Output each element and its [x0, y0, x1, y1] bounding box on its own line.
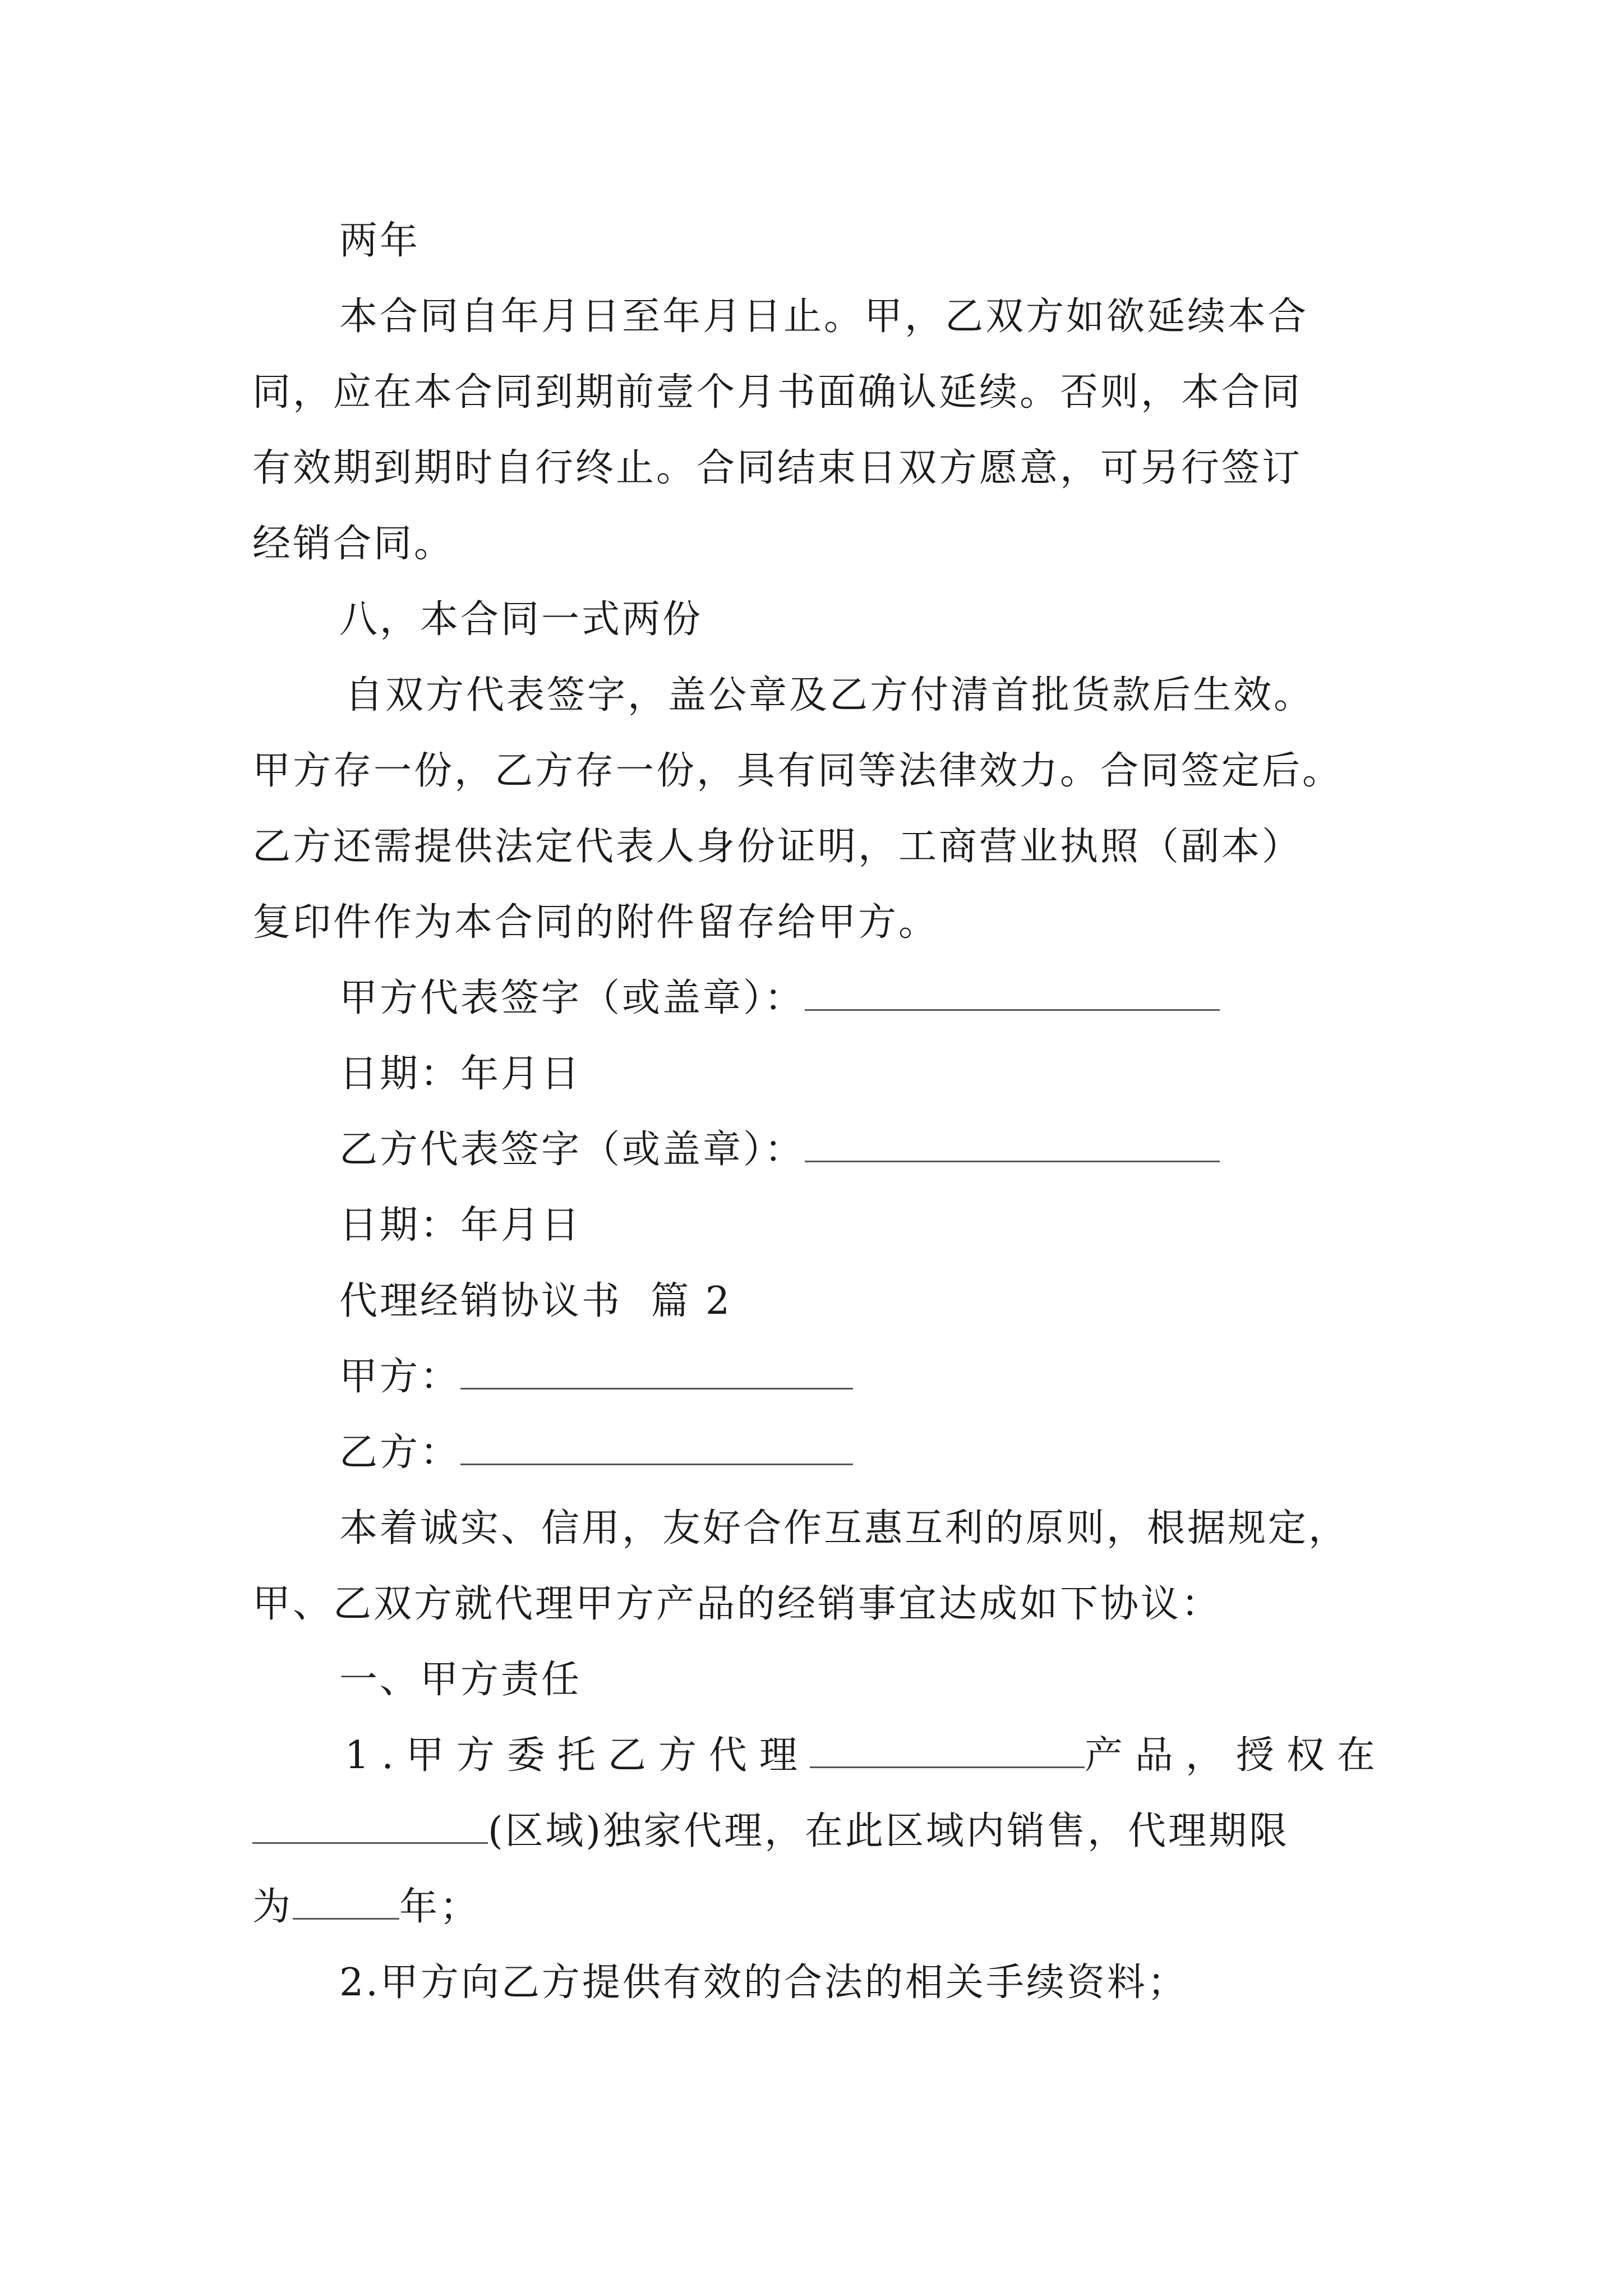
- section-heading: 八，本合同一式两份: [339, 597, 703, 642]
- text-line: 本合同自年月日至年月日止。甲，乙双方如欲延续本合: [339, 295, 1309, 339]
- signature-label-party-a: 甲方代表签字（或盖章）：: [339, 976, 805, 1020]
- date-line-party-a: 日期：年月日: [339, 1052, 582, 1096]
- intro-line: 本着诚实、信用，友好合作互惠互利的原则，根据规定，: [339, 1506, 1349, 1550]
- clause-item-1-text: 年；: [399, 1885, 481, 1929]
- clause-item-1-line-2: [252, 1806, 1289, 1857]
- clause-item-1-line-1: [345, 1731, 1387, 1781]
- clause-item-1-text: (区域)独家代理，在此区域内销售，代理期限: [488, 1809, 1290, 1853]
- text-line: 乙方还需提供法定代表人身份证明，工商营业执照（副本）: [252, 825, 1303, 869]
- signature-line-party-a: [339, 973, 1220, 1024]
- intro-line: 甲、乙双方就代理甲方产品的经销事宜达成如下协议：: [252, 1582, 1222, 1626]
- signature-label-party-b: 乙方代表签字（或盖章）：: [339, 1128, 805, 1172]
- region-blank[interactable]: [252, 1811, 488, 1844]
- clause-item-1-line-3: [252, 1882, 480, 1932]
- party-b-blank[interactable]: [460, 1432, 853, 1465]
- clause-heading: 一、甲方责任: [339, 1658, 582, 1702]
- signature-blank-party-b[interactable]: [805, 1129, 1220, 1162]
- clause-item-2: 2.甲方向乙方提供有效的合法的相关手续资料；: [339, 1961, 1188, 2005]
- date-line-party-b: 日期：年月日: [339, 1203, 582, 1248]
- clause-item-1-text: 产品，授权在: [1084, 1733, 1387, 1778]
- party-b-line: [339, 1428, 853, 1478]
- signature-blank-party-a[interactable]: [805, 978, 1220, 1011]
- product-blank[interactable]: [810, 1735, 1085, 1768]
- text-line: 两年: [339, 219, 421, 263]
- clause-item-1-text: 为: [252, 1885, 293, 1929]
- signature-line-party-b: [339, 1125, 1220, 1175]
- text-line: 自双方代表签字，盖公章及乙方付清首批货款后生效。: [345, 673, 1315, 717]
- party-a-label: 甲方：: [339, 1355, 461, 1399]
- term-years-blank[interactable]: [293, 1887, 399, 1920]
- section-title: 代理经销协议书 篇 2: [339, 1279, 732, 1323]
- text-line: 经销合同。: [252, 522, 455, 566]
- party-a-line: [339, 1352, 853, 1402]
- party-b-label: 乙方：: [339, 1430, 461, 1475]
- text-line: 有效期到期时自行终止。合同结束日双方愿意，可另行签订: [252, 446, 1303, 490]
- text-line: 甲方存一份，乙方存一份，具有同等法律效力。合同签定后。: [252, 749, 1343, 793]
- text-line: 复印件作为本合同的附件留存给甲方。: [252, 900, 939, 945]
- text-line: 同，应在本合同到期前壹个月书面确认延续。否则，本合同: [252, 370, 1303, 415]
- party-a-blank[interactable]: [460, 1356, 853, 1389]
- clause-item-1-text: 1.甲方委托乙方代理: [345, 1733, 810, 1778]
